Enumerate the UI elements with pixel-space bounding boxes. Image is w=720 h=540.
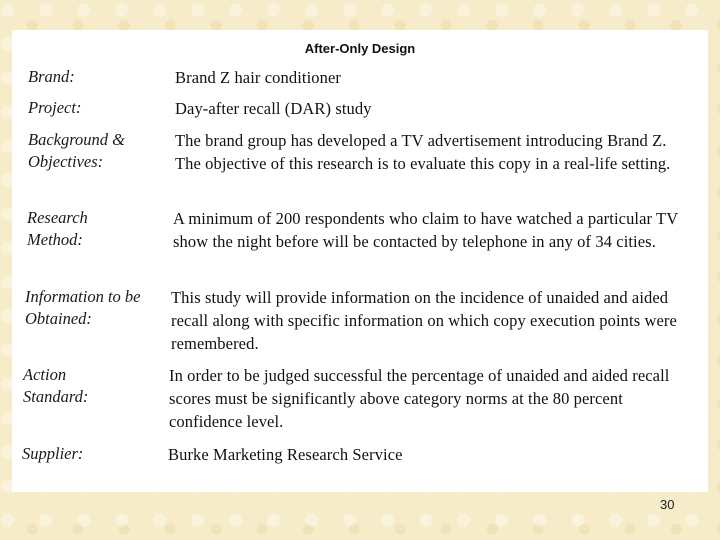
value-research-method: A minimum of 200 respondents who claim to have watched a particular TV show the night before will be contacted by telephone in any of 34 cities.	[173, 209, 678, 251]
label-background-objectives: Background & Objectives:	[28, 130, 125, 171]
page-title: After-Only Design	[304, 41, 416, 56]
value-supplier: Burke Marketing Research Service	[168, 445, 403, 464]
value-information-obtained: This study will provide information on the incidence of unaided and aided recall along with specific information on which copy execution points were remembered.	[171, 288, 677, 353]
label-brand: Brand:	[28, 67, 75, 86]
label-project: Project:	[28, 98, 82, 117]
label-action-standard: Action Standard:	[23, 365, 89, 406]
value-background-objectives: The brand group has developed a TV advertisement introducing Brand Z. The objective of this research is to evaluate this copy in a real-life setting.	[175, 131, 671, 173]
label-information-obtained: Information to be Obtained:	[25, 287, 141, 328]
value-action-standard: In order to be judged successful the percentage of unaided and aided recall scores must be significantly above category norms at the 80 percent confidence level.	[169, 366, 670, 431]
value-brand: Brand Z hair conditioner	[175, 68, 341, 87]
label-research-method: Research Method:	[27, 208, 88, 249]
value-project: Day-after recall (DAR) study	[175, 99, 372, 118]
label-supplier: Supplier:	[22, 444, 84, 463]
page-number: 30	[660, 497, 675, 512]
document-sheet	[12, 30, 708, 492]
